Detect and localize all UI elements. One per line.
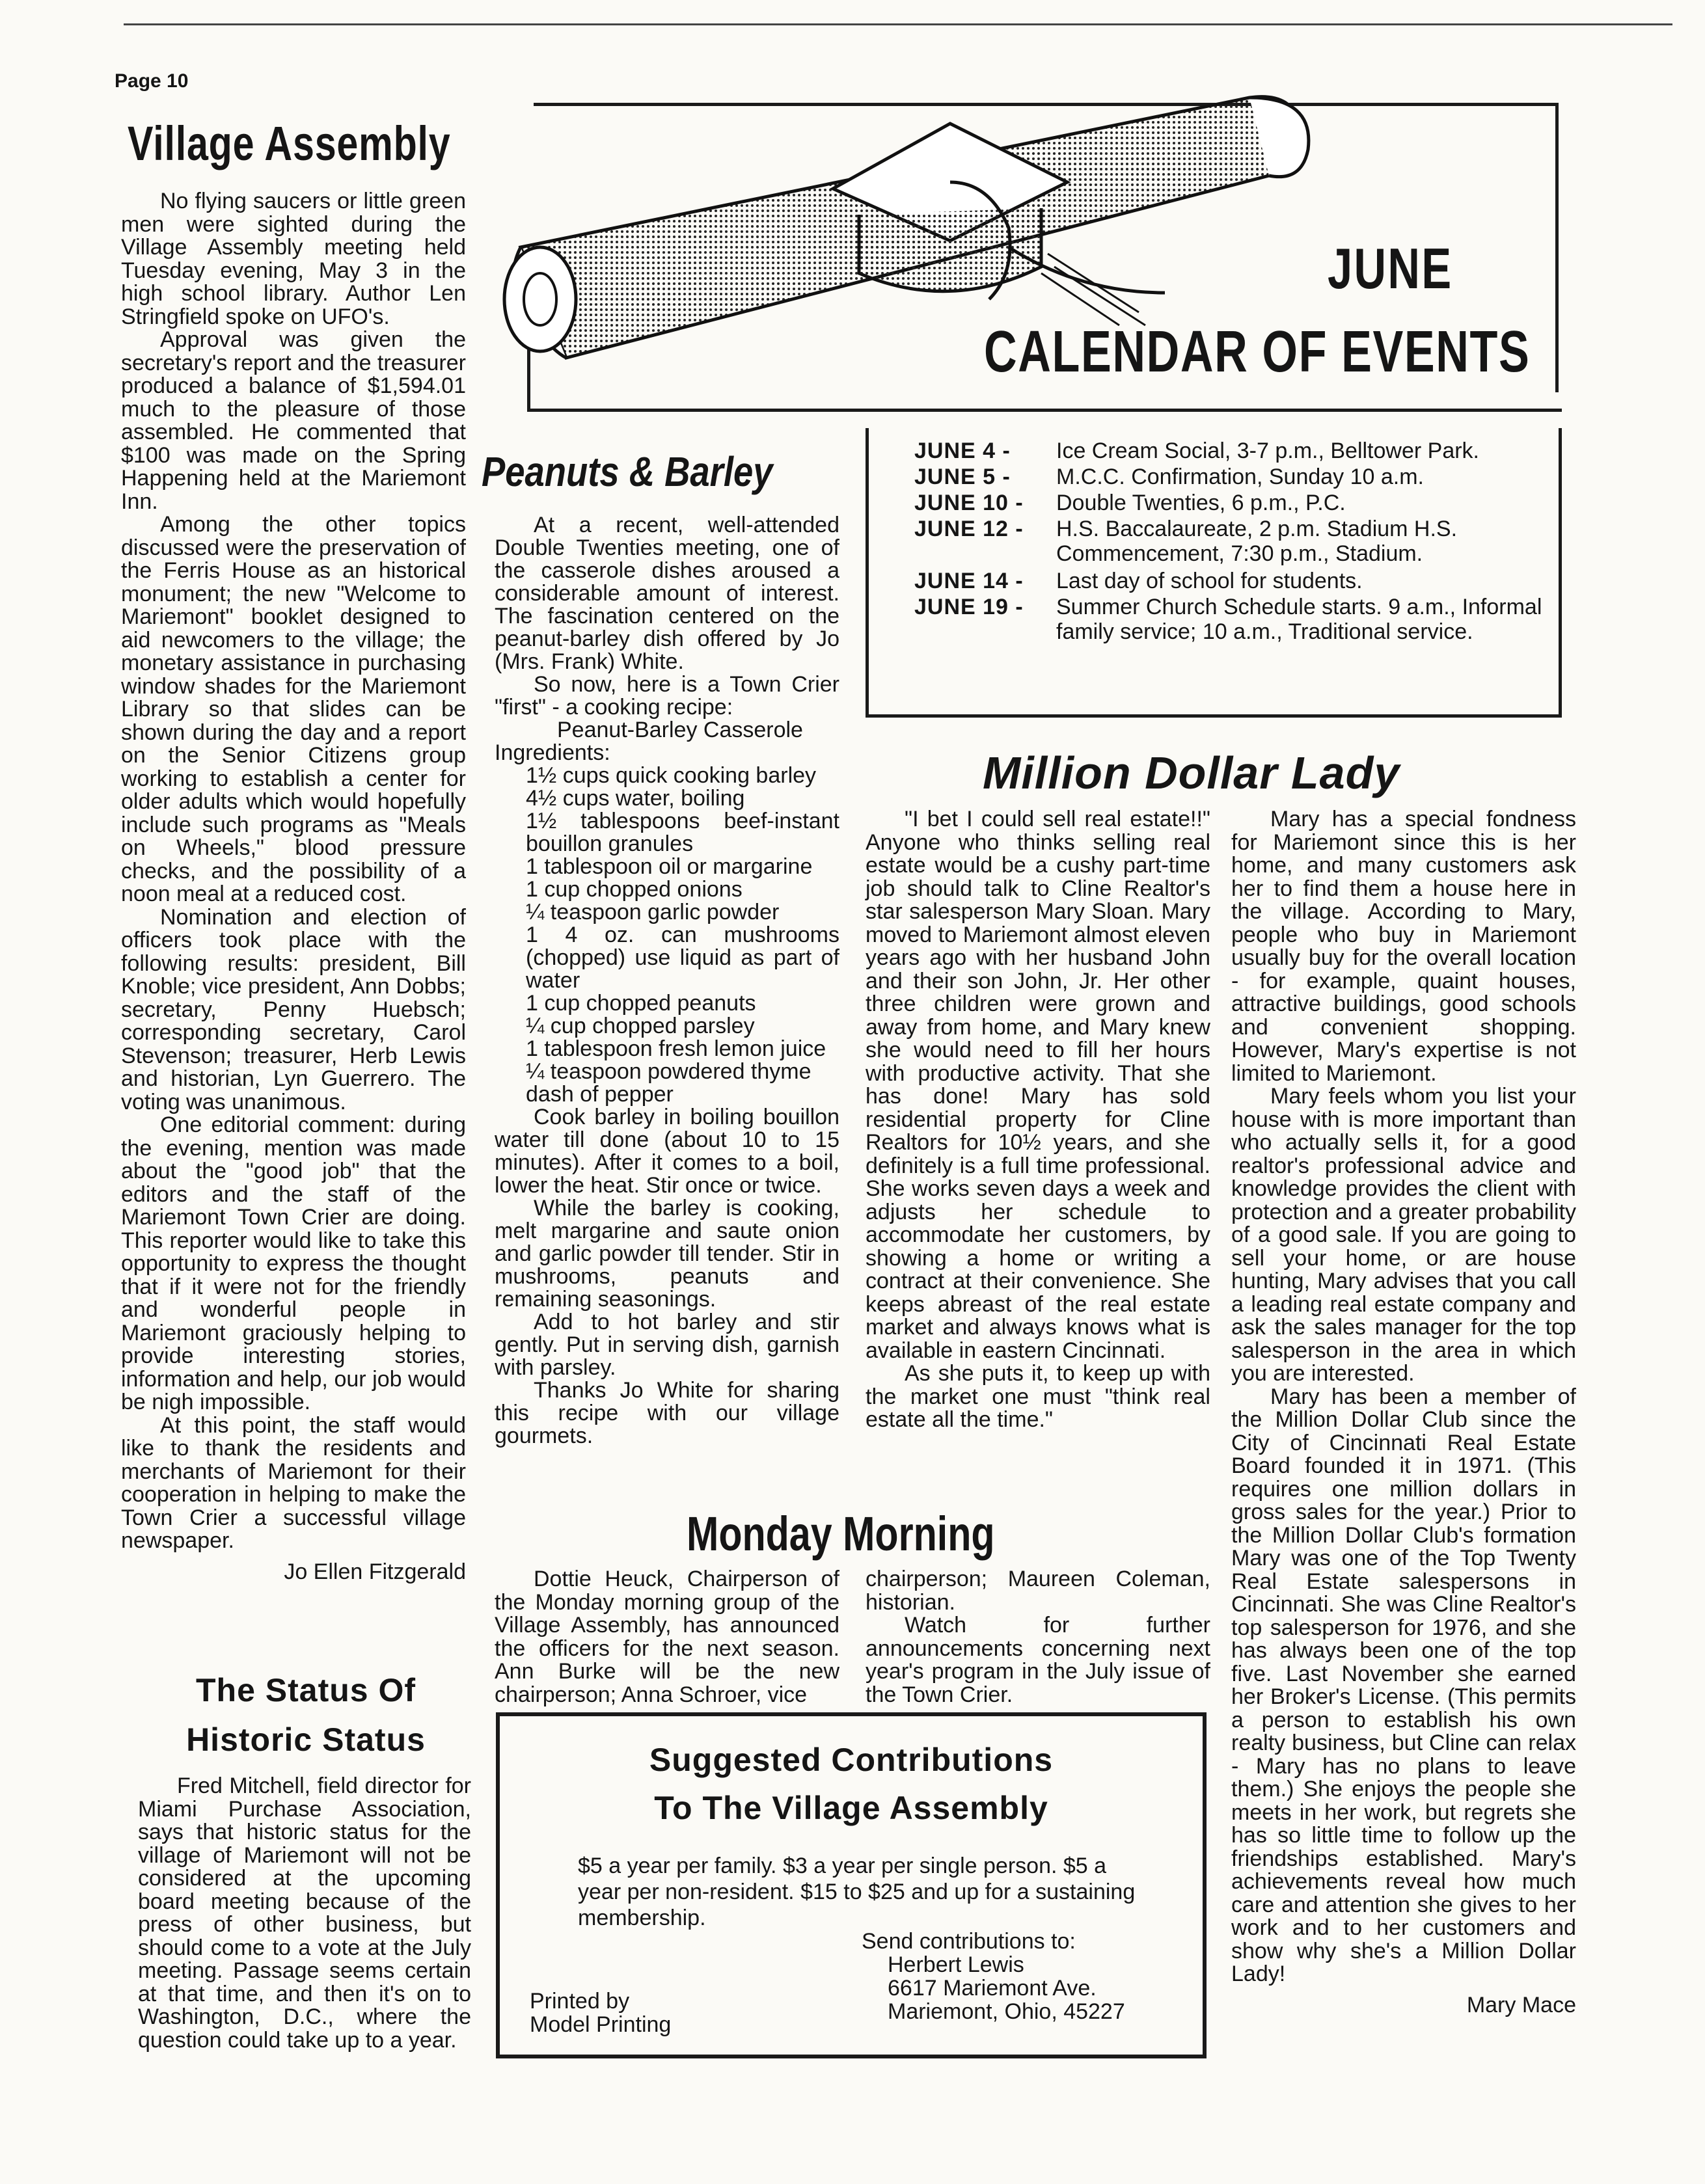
ingredient: ¼ teaspoon powdered thyme	[526, 1059, 812, 1084]
event-text: Double Twenties, 6 p.m., P.C.	[1056, 491, 1346, 515]
event-text: Summer Church Schedule starts. 9 a.m., Informal family service; 10 a.m., Traditional service.	[1056, 595, 1542, 644]
send-label: Send contributions to:	[862, 1929, 1076, 1954]
ingredient: 1 tablespoon oil or margarine	[526, 854, 813, 879]
paragraph: Mary has a special fondness for Mariemont since this is her home, and many customers ask her to find them a house here in the village. According to Mary, people who buy in Mariemont usually buy for the overall location - for example, quaint houses, attractive buildings, good schools and convenient shopping. However, Mary's expertise is not limited to Mariemont.	[1231, 807, 1576, 1086]
event-text: Ice Cream Social, 3-7 p.m., Belltower Park.	[1056, 438, 1480, 463]
ingredient: 1 4 oz. can mushrooms (chopped) use liquid as part of water	[526, 923, 839, 993]
contributions-title	[500, 1736, 1203, 1832]
calendar-events	[866, 428, 1562, 718]
paragraph: So now, here is a Town Crier "first" - a cooking recipe:	[495, 672, 839, 720]
paragraph: At a recent, well-attended Double Twenties meeting, one of the casserole dishes aroused a considerable amount of interest. The fascination centered on the peanut-barley dish offered by Jo (Mrs. Frank) White.	[495, 513, 839, 674]
ingredient: 4½ cups water, boiling	[526, 786, 745, 811]
historic-status-title	[137, 1665, 475, 1764]
printer-credit	[530, 1989, 671, 2036]
ingredient: 1 cup chopped onions	[526, 877, 743, 902]
paragraph: Mary has been a member of the Million Dollar Club since the City of Cincinnati Real Estate Board founded it in 1971. (This requires one million dollars in gross sales for the year.) Prior to the Million Dollar Club's formation Mary was one of the Top Twenty Real Estate salespersons in Cincinnati. She was Cline Realtor's top salesperson for 1976, and she has always been one of the top five. Last November she earned her Broker's License. (This permits a person to establish his own realty business, but Cline can relax - Mary has no plans to leave them.) She enjoys the people she meets in her work, but regrets she has so little time to follow up the friendships established. Mary's achievements reveal how much care and attention she gives to her work and to her customers and show why she's a Million Dollar Lady!	[1231, 1384, 1576, 1986]
send-city: Mariemont, Ohio, 45227	[888, 1999, 1125, 2024]
paragraph: Among the other topics discussed were the preservation of the Ferris House as an historical monument; the new "Welcome to Mariemont" booklet designed to aid newcomers to the village; the monetary assistance in purchasing window shades for the Mariemont Library so that slides can be shown during the day and a report on the Senior Citizens group working to establish a center for older adults which would hopefully include such programs as "Meals on Wheels," blood pressure checks, and the possibility of a noon meal at a reduced cost.	[121, 512, 466, 906]
paragraph: No flying saucers or little green men were sighted during the Village Assembly meeting held Tuesday evening, May 3 in the high school library. Author Len Stringfield spoke on UFO's.	[121, 189, 466, 329]
byline: Jo Ellen Fitzgerald	[284, 1559, 466, 1584]
ingredient: 1½ tablespoons beef-instant bouillon granules	[526, 809, 839, 856]
ingredient: 1 cup chopped peanuts	[526, 991, 756, 1016]
event-date: JUNE 5 -	[914, 465, 1011, 489]
paragraph: As she puts it, to keep up with the market one must "think real estate all the time."	[866, 1361, 1210, 1432]
monday-morning-col2	[866, 1568, 1210, 1706]
title-line: To The Village Assembly	[654, 1790, 1048, 1826]
event-date: JUNE 10 -	[914, 491, 1024, 515]
paragraph: chairperson; Maureen Coleman, historian.	[866, 1567, 1210, 1615]
ingredient: 1½ cups quick cooking barley	[526, 763, 817, 788]
event-date: JUNE 19 -	[914, 595, 1024, 619]
monday-morning-col1	[495, 1568, 839, 1706]
paragraph: Thanks Jo White for sharing this recipe with our village gourmets.	[495, 1378, 839, 1448]
paragraph: Nomination and election of officers took place with the following results: president, Bill Knoble; vice president, Ann Dobbs; secretary, Penny Huebsch; corresponding secretary, Carol Stevenson; treasurer, Herb Lewis and historian, Lyn Guerrero. The voting was unanimous.	[121, 904, 466, 1114]
paragraph: Approval was given the secretary's report and the treasurer produced a balance of $1,594.01 much to the pleasure of those assembled. He commented that $100 was made on the Spring Happening held at the Mariemont Inn.	[121, 327, 466, 514]
title-line: Historic Status	[186, 1721, 426, 1758]
village-assembly-article	[121, 190, 466, 1584]
calendar-title: CALENDAR OF EVENTS	[984, 319, 1531, 384]
send-street: 6617 Mariemont Ave.	[888, 1976, 1097, 2001]
village-assembly-title: Village Assembly	[128, 116, 451, 170]
ingredient: 1 tablespoon fresh lemon juice	[526, 1036, 826, 1061]
title-line: Suggested Contributions	[649, 1742, 1054, 1778]
paragraph: Mary feels whom you list your house with is more important than who actually sells it, for a good realtor's professional advice and knowledge provides the client with protection and a greater probability of a good sale. If you are going to sell your home, or are house hunting, Mary advises that you call a leading real estate company and ask the sales manager for the top salesperson in the area in which you are interested.	[1231, 1084, 1576, 1386]
peanuts-barley-title: Peanuts & Barley	[482, 448, 773, 495]
printed-line: Printed by	[530, 1989, 630, 2014]
paragraph: Cook barley in boiling bouillon water till done (about 10 to 15 minutes). After it comes to a boil, lower the heat. Stir once or twice.	[495, 1105, 839, 1198]
event-text: M.C.C. Confirmation, Sunday 10 a.m.	[1056, 465, 1425, 489]
ingredient: ¼ teaspoon garlic powder	[526, 900, 780, 924]
event-date: JUNE 4 -	[914, 438, 1011, 463]
contributions-address	[862, 1930, 1125, 2023]
paragraph: Fred Mitchell, field director for Miami Purchase Association, says that historic status for the village of Mariemont will not be considered at the upcoming board meeting because of the press of other business, but should come to a vote at the July meeting. Passage seems certain at that time, and then it's on to Washington, D.C., where the question could take up to a year.	[138, 1773, 471, 2053]
ingredient: ¼ cup chopped parsley	[526, 1014, 755, 1038]
event-text: Last day of school for students.	[1056, 569, 1363, 593]
event-date: JUNE 14 -	[914, 569, 1024, 593]
paragraph: One editorial comment: during the evening, mention was made about the "good job" that the editors and the staff of the Mariemont Town Crier are doing. This reporter would like to take this opportunity to express the thought that if it were not for the friendly and wonderful people in Mariemont graciously helping to provide interesting stories, information and help, our job would be nigh impossible.	[121, 1112, 466, 1414]
million-dollar-lady-title: Million Dollar Lady	[983, 748, 1400, 798]
printed-line: Model Printing	[530, 2012, 672, 2037]
million-dollar-lady-col2	[1231, 808, 1576, 2017]
paragraph: "I bet I could sell real estate!!" Anyone who thinks selling real estate would be a cushy part-time job should talk to Cline Realtor's star salesperson Mary Sloan. Mary moved to Mariemont almost eleven years ago with her husband John and their son John, Jr. Her other three children were grown and away from home, and Mary knew she would need to fill her hours with productive activity. That she has done! Mary has sold residential property for Cline Realtors for 10½ years, and she definitely is a full time professional. She works seven days a week and adjusts her schedule to accommodate her customers, by showing a home or writing a contract at their convenience. She keeps abreast of the real estate market and always knows what is available in eastern Cincinnati.	[866, 807, 1210, 1363]
paragraph: At this point, the staff would like to thank the residents and merchants of Mariemont for their cooperation in helping to make the Town Crier a successful village newspaper.	[121, 1412, 466, 1553]
paragraph: Add to hot barley and stir gently. Put in serving dish, garnish with parsley.	[495, 1310, 839, 1380]
historic-status-article	[138, 1775, 471, 2052]
million-dollar-lady-col1	[866, 808, 1210, 1432]
title-line: The Status Of	[195, 1672, 416, 1708]
calendar-title-june: JUNE	[1328, 236, 1453, 301]
page-number: Page 10	[115, 70, 189, 92]
send-name: Herbert Lewis	[888, 1952, 1024, 1977]
page-top-rule	[124, 23, 1672, 25]
event-text: H.S. Baccalaureate, 2 p.m. Stadium H.S. Commencement, 7:30 p.m., Stadium.	[1056, 517, 1458, 566]
event-date: JUNE 12 -	[914, 517, 1024, 541]
paragraph: Dottie Heuck, Chairperson of the Monday morning group of the Village Assembly, has announced the officers for the next season. Ann Burke will be the new chairperson; Anna Schroer, vice	[495, 1567, 839, 1707]
contributions-rates: $5 a year per family. $3 a year per single person. $5 a year per non-resident. $15 to $25 and up for a sustaining membership.	[578, 1854, 1136, 1930]
byline: Mary Mace	[1466, 1992, 1576, 2017]
ingredients-label: Ingredients:	[495, 740, 610, 765]
paragraph: Watch for further announcements concerning next year's program in the July issue of the Town Crier.	[866, 1613, 1210, 1707]
ingredient: dash of pepper	[526, 1082, 674, 1107]
monday-morning-title: Monday Morning	[687, 1507, 995, 1561]
recipe-title: Peanut-Barley Casserole	[557, 718, 803, 742]
peanuts-barley-article	[495, 514, 839, 1448]
paragraph: While the barley is cooking, melt margarine and saute onion and garlic powder till tender. Stir in mushrooms, peanuts and remaining seasonings.	[495, 1196, 839, 1312]
contributions-box	[496, 1712, 1207, 2058]
